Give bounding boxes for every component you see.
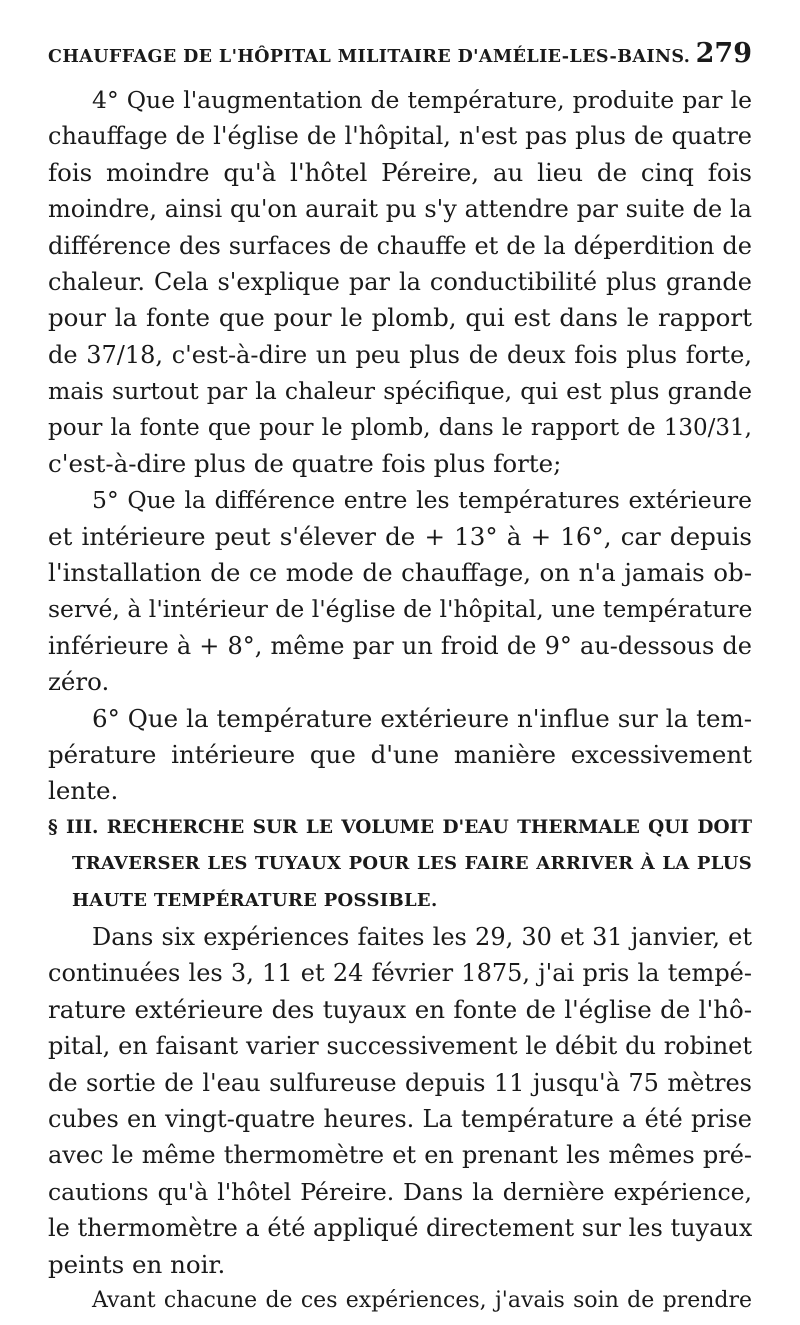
text-line: cautions qu'à l'hôtel Péreire. Dans la dernière expérience,	[48, 1177, 752, 1206]
text-line: pour la fonte que pour le plomb, qui est dans le rapport	[48, 303, 752, 333]
text-line: Avant chacune de ces expériences, j'avais soin de prendre	[92, 1287, 752, 1313]
text-line: 5° Que la différence entre les températures extérieure	[92, 486, 752, 515]
page-number: 279	[695, 38, 752, 69]
text-line: avec le même thermomètre et en prenant les mêmes pré-	[48, 1141, 752, 1170]
text-line: de 37/18, c'est-à-dire un peu plus de deux fois plus forte,	[48, 340, 752, 369]
text-line: zéro.	[48, 667, 110, 697]
text-line: inférieure à + 8°, même par un froid de 9° au-dessous de	[48, 631, 752, 660]
page-header	[48, 38, 752, 78]
text-line: pour la fonte que pour le plomb, dans le rapport de 130/31,	[48, 414, 752, 441]
text-line: chaleur. Cela s'explique par la conductibilité plus grande	[48, 267, 752, 296]
text-line: rature extérieure des tuyaux en fonte de l'église de l'hô-	[48, 994, 752, 1024]
text-line: chauffage de l'église de l'hôpital, n'est pas plus de quatre	[48, 122, 752, 151]
text-line: pital, en faisant varier successivement le débit du robinet	[48, 1032, 752, 1061]
text-line: servé, à l'intérieur de l'église de l'hôpital, une température	[48, 595, 752, 624]
text-line: le thermomètre a été appliqué directement sur les tuyaux	[48, 1214, 752, 1243]
text-line: mais surtout par la chaleur spécifique, qui est plus grande	[48, 377, 752, 406]
text-line: moindre, ainsi qu'on aurait pu s'y attendre par suite de la	[48, 195, 752, 224]
text-line: Dans six expériences faites les 29, 30 et 31 janvier, et	[92, 922, 752, 951]
text-line: cubes en vingt-quatre heures. La température a été prise	[48, 1104, 752, 1133]
text-line: 4° Que l'augmentation de température, produite par le	[92, 86, 752, 114]
text-line: peints en noir.	[48, 1249, 226, 1279]
text-line: fois moindre qu'à l'hôtel Péreire, au lieu de cinq fois	[48, 157, 752, 187]
text-line: lente.	[48, 776, 119, 806]
text-line: l'installation de ce mode de chauffage, on n'a jamais ob-	[48, 558, 752, 588]
text-line: pérature intérieure que d'une manière excessivement	[48, 740, 752, 770]
section-heading-line: TRAVERSER LES TUYAUX POUR LES FAIRE ARRIVER À LA PLUS	[72, 853, 752, 875]
section-heading-line: § III. RECHERCHE SUR LE VOLUME D'EAU THERMALE QUI DOIT	[48, 816, 752, 838]
section-heading-line: HAUTE TEMPÉRATURE POSSIBLE.	[72, 889, 438, 911]
text-line: 6° Que la température extérieure n'influe sur la tem-	[92, 703, 752, 733]
text-line: différence des surfaces de chauffe et de la déperdition de	[48, 231, 752, 260]
text-line: et intérieure peut s'élever de + 13° à + 16°, car depuis	[48, 521, 752, 551]
text-line: c'est-à-dire plus de quatre fois plus forte;	[48, 448, 562, 478]
body-text	[48, 82, 752, 1319]
text-line: de sortie de l'eau sulfureuse depuis 11 jusqu'à 75 mètres	[48, 1068, 752, 1097]
running-head: CHAUFFAGE DE L'HÔPITAL MILITAIRE D'AMÉLIE-LES-BAINS.	[48, 47, 691, 67]
text-line: continuées les 3, 11 et 24 février 1875, j'ai pris la tempé-	[48, 959, 752, 988]
